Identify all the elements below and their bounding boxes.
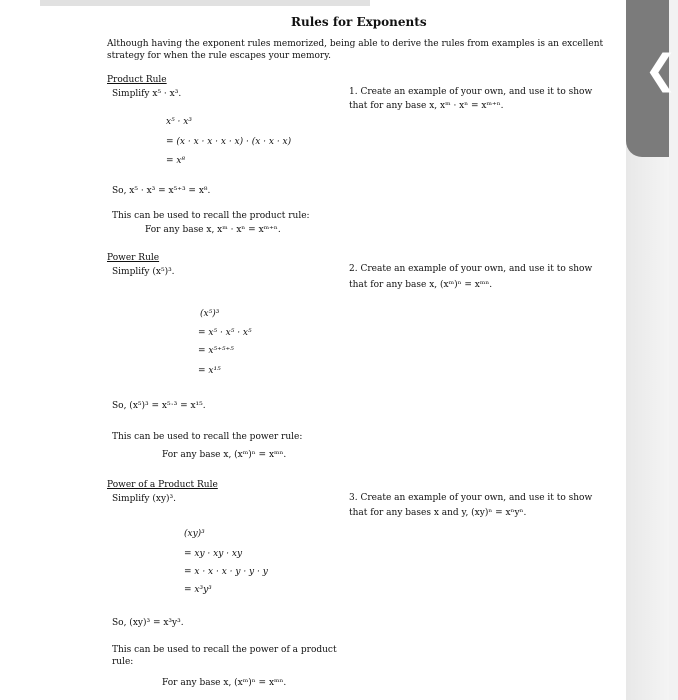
pop-step-3: = x · x · x · y · y · y xyxy=(184,567,268,577)
power-so: So, (x⁵)³ = x⁵ˑ³ = x¹⁵. xyxy=(112,401,206,411)
product-so: So, x⁵ · x³ = x⁵⁺³ = x⁸. xyxy=(112,186,211,196)
product-rule-heading: Product Rule xyxy=(107,75,167,85)
top-edge-shadow xyxy=(40,0,370,6)
page-title: Rules for Exponents xyxy=(291,15,427,29)
power-of-product-simplify: Simplify (xy)³. xyxy=(112,494,177,504)
power-step-4: = x¹⁵ xyxy=(198,366,221,376)
pop-recall-line-2: rule: xyxy=(112,657,134,667)
intro-line-1: Although having the exponent rules memorized, being able to derive the rules from examples is an excellent xyxy=(107,39,604,49)
power-rule-simplify: Simplify (x⁵)³. xyxy=(112,267,175,277)
pop-recall-line-1: This can be used to recall the power of a product xyxy=(112,645,337,655)
side-panel-toggle[interactable] xyxy=(626,0,678,157)
chevron-left-icon: ❮ xyxy=(644,47,678,93)
power-of-product-heading: Power of a Product Rule xyxy=(107,480,218,490)
exercise-3-line-2: that for any bases x and y, (xy)ⁿ = xⁿyⁿ. xyxy=(349,508,527,518)
pop-step-1: (xy)³ xyxy=(184,529,205,539)
product-recall: This can be used to recall the product rule: xyxy=(112,211,310,221)
product-step-2: = (x · x · x · x · x) · (x · x · x) xyxy=(166,137,292,147)
power-recall: This can be used to recall the power rule: xyxy=(112,432,303,442)
intro-line-2: strategy for when the rule escapes your memory. xyxy=(107,51,331,61)
exercise-2-line-1: 2. Create an example of your own, and use it to show xyxy=(349,264,593,274)
exercise-1-line-1: 1. Create an example of your own, and use it to show xyxy=(349,87,593,97)
exercise-2-line-2: that for any base x, (xᵐ)ⁿ = xᵐⁿ. xyxy=(349,280,493,290)
pop-step-2: = xy · xy · xy xyxy=(184,549,243,559)
product-rule-simplify: Simplify x⁵ · x³. xyxy=(112,89,182,99)
pop-step-4: = x³y³ xyxy=(184,585,212,595)
power-step-2: = x⁵ · x⁵ · x⁵ xyxy=(198,328,252,338)
power-rule-heading: Power Rule xyxy=(107,253,160,263)
pop-rule-statement: For any base x, (xᵐ)ⁿ = xᵐⁿ. xyxy=(162,678,287,688)
product-rule-statement: For any base x, xᵐ · xⁿ = xᵐ⁺ⁿ. xyxy=(145,225,281,235)
product-step-3: = x⁸ xyxy=(166,156,186,166)
product-step-1: x⁵ · x³ xyxy=(166,117,192,127)
exercise-1-line-2: that for any base x, xᵐ · xⁿ = xᵐ⁺ⁿ. xyxy=(349,101,504,111)
power-step-3: = x⁵⁺⁵⁺⁵ xyxy=(198,346,234,356)
exercise-3-line-1: 3. Create an example of your own, and use it to show xyxy=(349,493,593,503)
power-step-1: (x⁵)³ xyxy=(200,309,220,319)
power-rule-statement: For any base x, (xᵐ)ⁿ = xᵐⁿ. xyxy=(162,450,287,460)
pop-so: So, (xy)³ = x³y³. xyxy=(112,618,184,628)
